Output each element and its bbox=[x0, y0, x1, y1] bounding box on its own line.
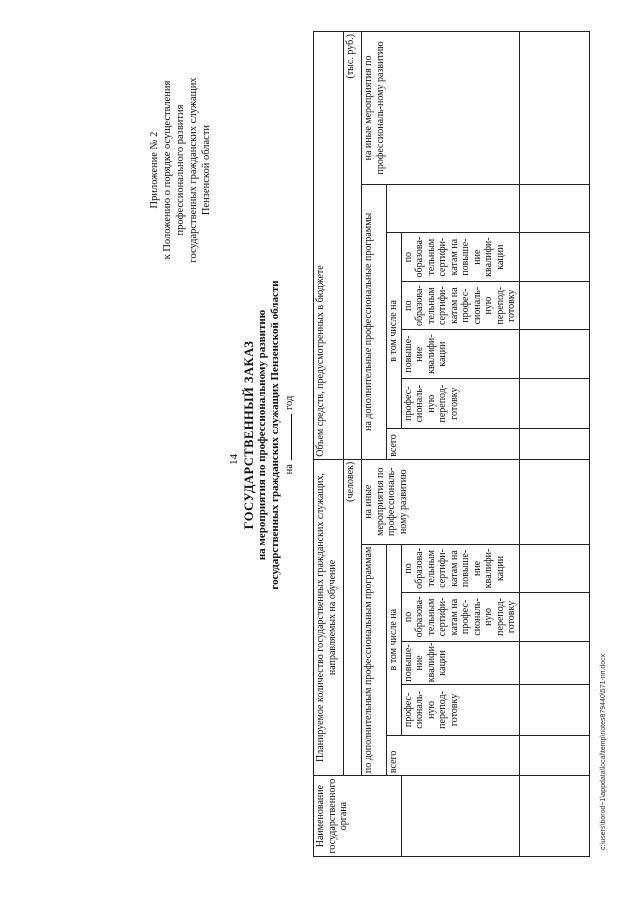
year-prefix: на bbox=[284, 464, 295, 475]
header-certificates-retraining-count: по образова-тельным сертифи-катам на профес-сиональ-ную перепод-готовку bbox=[401, 593, 519, 642]
table-cell bbox=[519, 685, 589, 736]
document-title: ГОСУДАРСТВЕННЫЙ ЗАКАЗ bbox=[242, 340, 256, 530]
table-cell bbox=[519, 378, 589, 429]
appendix-note bbox=[148, 55, 213, 285]
table-cell bbox=[519, 233, 589, 282]
table-cell bbox=[519, 330, 589, 379]
header-budget-volume bbox=[314, 32, 344, 460]
table-row bbox=[519, 32, 589, 857]
header-planned-count bbox=[314, 459, 344, 775]
header-including-count: в том числе на bbox=[387, 544, 402, 735]
year-line bbox=[282, 115, 296, 755]
appendix-line-2: к Положению о порядке осуществления bbox=[162, 80, 173, 260]
header-certificates-qualification-count: по образова-тельным сертифи-катам на повыше-ние квалифи-кации bbox=[401, 544, 519, 593]
header-certificates-qualification-budget: по образова-тельным сертифи-катам на повыше-ние квалифи-кации bbox=[401, 233, 519, 282]
table-cell bbox=[519, 429, 589, 459]
header-retraining-budget: профес-сиональ-ную перепод-готовку bbox=[401, 378, 519, 429]
table-cell bbox=[519, 544, 589, 593]
table-cell bbox=[519, 593, 589, 642]
table-cell bbox=[519, 776, 589, 857]
appendix-line-4: государственных гражданских служащих bbox=[188, 77, 199, 263]
header-other-budget: на иные мероприятия по профессиональ-ному развитию bbox=[362, 32, 520, 185]
table-cell bbox=[519, 184, 589, 233]
header-retraining-count: профес-сиональ-ную перепод-готовку bbox=[401, 685, 519, 736]
table-cell bbox=[519, 281, 589, 330]
table-cell bbox=[519, 641, 589, 684]
unit-budget: (тыс. руб.) bbox=[344, 32, 362, 460]
page-number: 14 bbox=[228, 454, 240, 465]
header-qualification-count: повыше-ние квалифи-кации bbox=[401, 641, 519, 684]
header-dpp-count: по дополнительным профессиональным программам bbox=[362, 544, 387, 775]
appendix-line-5: Пензенской области bbox=[201, 124, 212, 216]
header-org-continued bbox=[401, 776, 519, 857]
table-cell bbox=[519, 32, 589, 185]
year-blank-field bbox=[282, 414, 292, 460]
table-cell bbox=[519, 735, 589, 775]
document-subtitle-1: на мероприятия по профессиональному развитию bbox=[256, 309, 268, 561]
file-path-footer: c:\users\borod~1\appdata\local\temp\notes879440\571-пп.docx bbox=[600, 653, 607, 850]
header-including-budget: в том числе на bbox=[387, 233, 402, 429]
table-cell bbox=[519, 459, 589, 544]
header-dpp-budget: на дополнительные профессиональные программы bbox=[362, 184, 387, 459]
header-total-count: всего bbox=[387, 735, 520, 775]
order-table bbox=[313, 31, 590, 857]
appendix-line-3: профессионального развития bbox=[175, 104, 186, 236]
document-heading bbox=[243, 115, 296, 755]
unit-people: (человек) bbox=[344, 459, 362, 775]
document-subtitle-2: государственных гражданских служащих Пензенской области bbox=[269, 280, 281, 590]
header-other-count: на иные мероприятия по профессиональ-ному развитию bbox=[362, 459, 520, 544]
header-planned-count-label: Планируемое количество государственных гражданских служащих, направляемых на обучение bbox=[315, 472, 338, 762]
appendix-line-1: Приложение № 2 bbox=[149, 131, 160, 209]
header-org-name: Наименование государственного органа bbox=[314, 776, 402, 857]
header-certificates-retraining-budget: по образова-тельным сертифи-катам на профес-сиональ-ную перепод-готовку bbox=[401, 281, 519, 330]
header-empty-budget bbox=[387, 184, 520, 233]
header-budget-volume-label: Объем средств, предусмотренных в бюджете bbox=[315, 265, 326, 457]
header-qualification-budget: повыше-ние квалифи-кации bbox=[401, 330, 519, 379]
header-total-budget: всего bbox=[387, 429, 520, 459]
year-suffix: год bbox=[284, 395, 295, 411]
